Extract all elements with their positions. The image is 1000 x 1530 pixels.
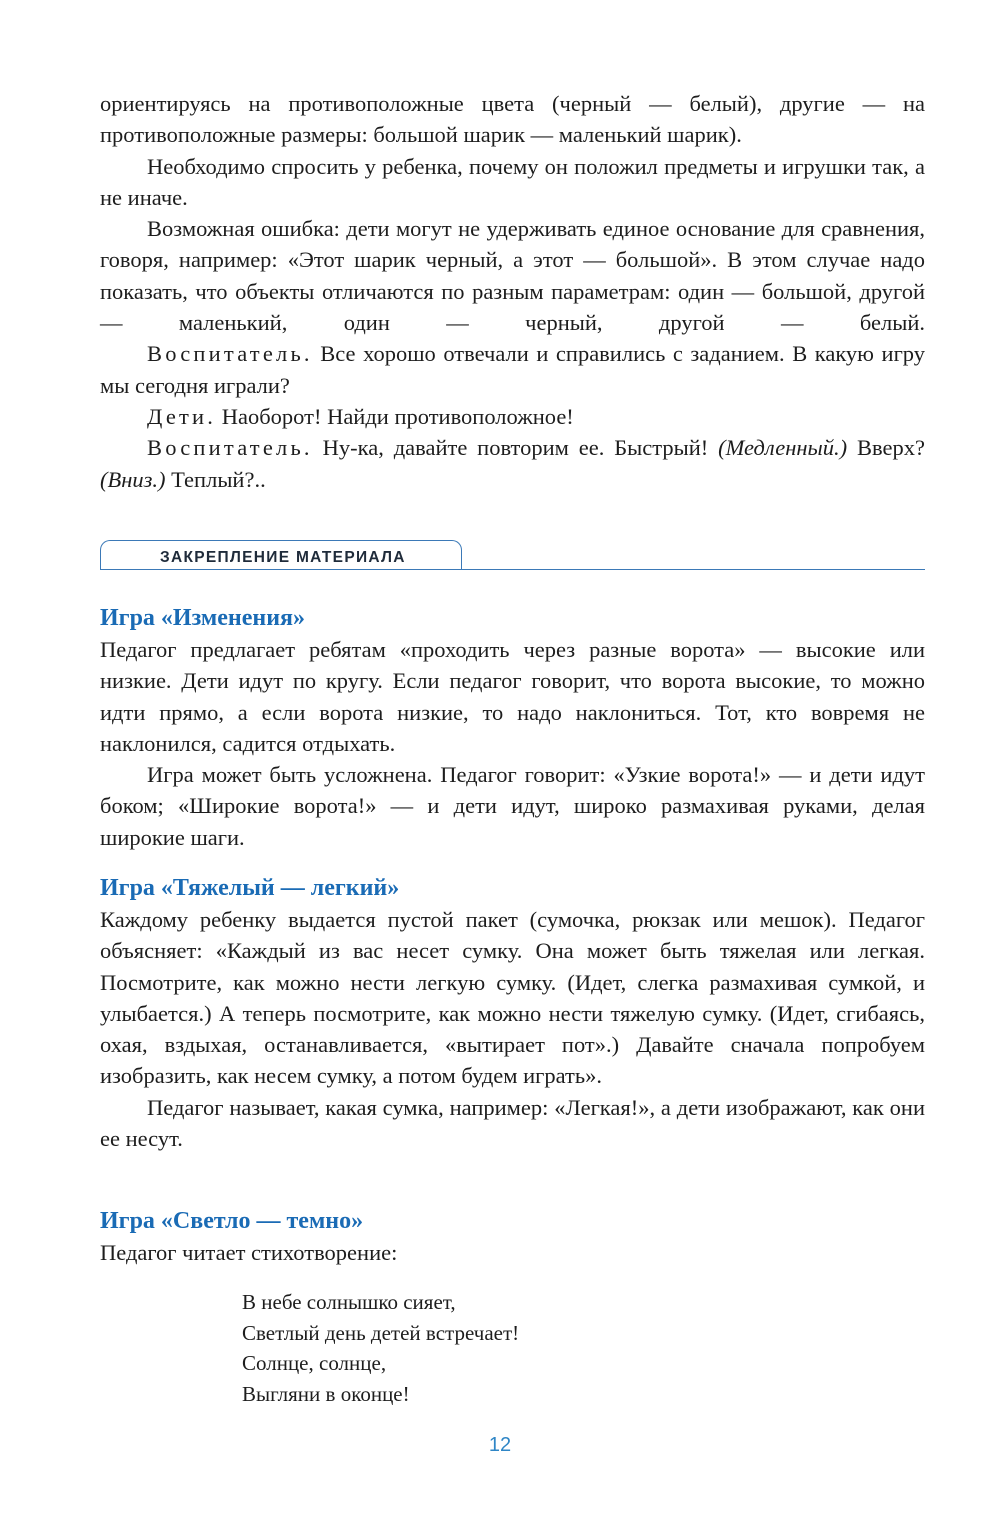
dialogue-text: Ну-ка, давайте повторим ее. Быстрый! [322, 435, 709, 461]
game-instructions: Педагог называет, какая сумка, например: «Легкая!», а дети изображают, как они ее несут. [100, 1094, 925, 1152]
dialogue-answer: (Вниз.) [100, 466, 166, 492]
section-title: ЗАКРЕПЛЕНИЕ МАТЕРИАЛА [160, 549, 406, 566]
game-heavy-light [100, 873, 925, 1154]
speaker-teacher: Воспитатель. [147, 341, 313, 367]
game-changes [100, 603, 925, 853]
speaker-children: Дети. [147, 403, 217, 429]
dialogue-teacher-2 [100, 432, 925, 495]
dialogue-answer: (Медленный.) [718, 435, 848, 461]
paragraph-continuation: ориентируясь на противоположные цвета (черный — белый), другие — на противоположные размеры: большой шарик — маленький шарик). [100, 91, 925, 148]
poem-line: Выгляни в оконце! [242, 1381, 410, 1406]
dialogue-teacher-1 [100, 338, 925, 401]
poem-line: В небе солнышко сияет, [242, 1290, 456, 1314]
dialogue-text: Все хорошо отвечали и справились с заданием. В какую игру мы сегодня играли? [100, 341, 925, 398]
section-divider [100, 569, 925, 570]
game-title: Игра «Тяжелый — легкий» [100, 875, 400, 901]
game-description: Педагог читает стихотворение: [100, 1240, 398, 1265]
game-light-dark [100, 1206, 925, 1268]
paragraph-possible-error: Возможная ошибка: дети могут не удерживать единое основание для сравнения, говоря, например: «Этот шарик черный, а этот — большой». В этом случае надо показать, что объекты отличаются по разным параметрам: один — большой, другой — маленький, один — черный, другой — белый. [100, 216, 925, 336]
dialogue-text: Наоборот! Найди противоположное! [221, 403, 574, 429]
top-text-block [100, 88, 925, 495]
game-description: Педагог предлагает ребятам «проходить через разные ворота» — высокие или низкие. Дети идут по кругу. Если педагог говорит, что ворота высокие, то можно идти прямо, а если ворота низкие, то надо наклониться. Тот, кто вовремя не наклонился, садится отдыхать. [100, 637, 925, 756]
speaker-teacher: Воспитатель. [147, 435, 313, 461]
game-title: Игра «Светло — темно» [100, 1208, 364, 1234]
poem [242, 1287, 519, 1409]
poem-line: Светлый день детей встречает! [242, 1320, 520, 1345]
dialogue-text: Вверх? [857, 435, 926, 461]
game-description: Каждому ребенку выдается пустой пакет (сумочка, рюкзак или мешок). Педагог объясняет: «Каждый из вас несет сумку. Она может быть тяжелая или легкая. Посмотрите, как можно нести легкую сумку. (Идет, слегка размахивая сумкой, и улыбается.) А теперь посмотрите, как можно нести тяжелую сумку. (Идет, сгибаясь, охая, вздыхая, останавливается, «вытирает пот».) Давайте сначала попробуем изобразить, как несем сумку, а потом будем играть». [100, 907, 925, 1089]
game-title: Игра «Изменения» [100, 605, 306, 631]
page-number: 12 [488, 1434, 512, 1456]
poem-line: Солнце, солнце, [242, 1351, 387, 1375]
game-variation: Игра может быть усложнена. Педагог говорит: «Узкие ворота!» — и дети идут боком; «Широкие ворота!» — и дети идут, широко размахивая руками, делая широкие шаги. [100, 762, 925, 850]
dialogue-children [100, 401, 925, 432]
paragraph-ask-child: Необходимо спросить у ребенка, почему он положил предметы и игрушки так, а не иначе. [100, 153, 925, 210]
dialogue-text: Теплый?.. [171, 466, 266, 492]
